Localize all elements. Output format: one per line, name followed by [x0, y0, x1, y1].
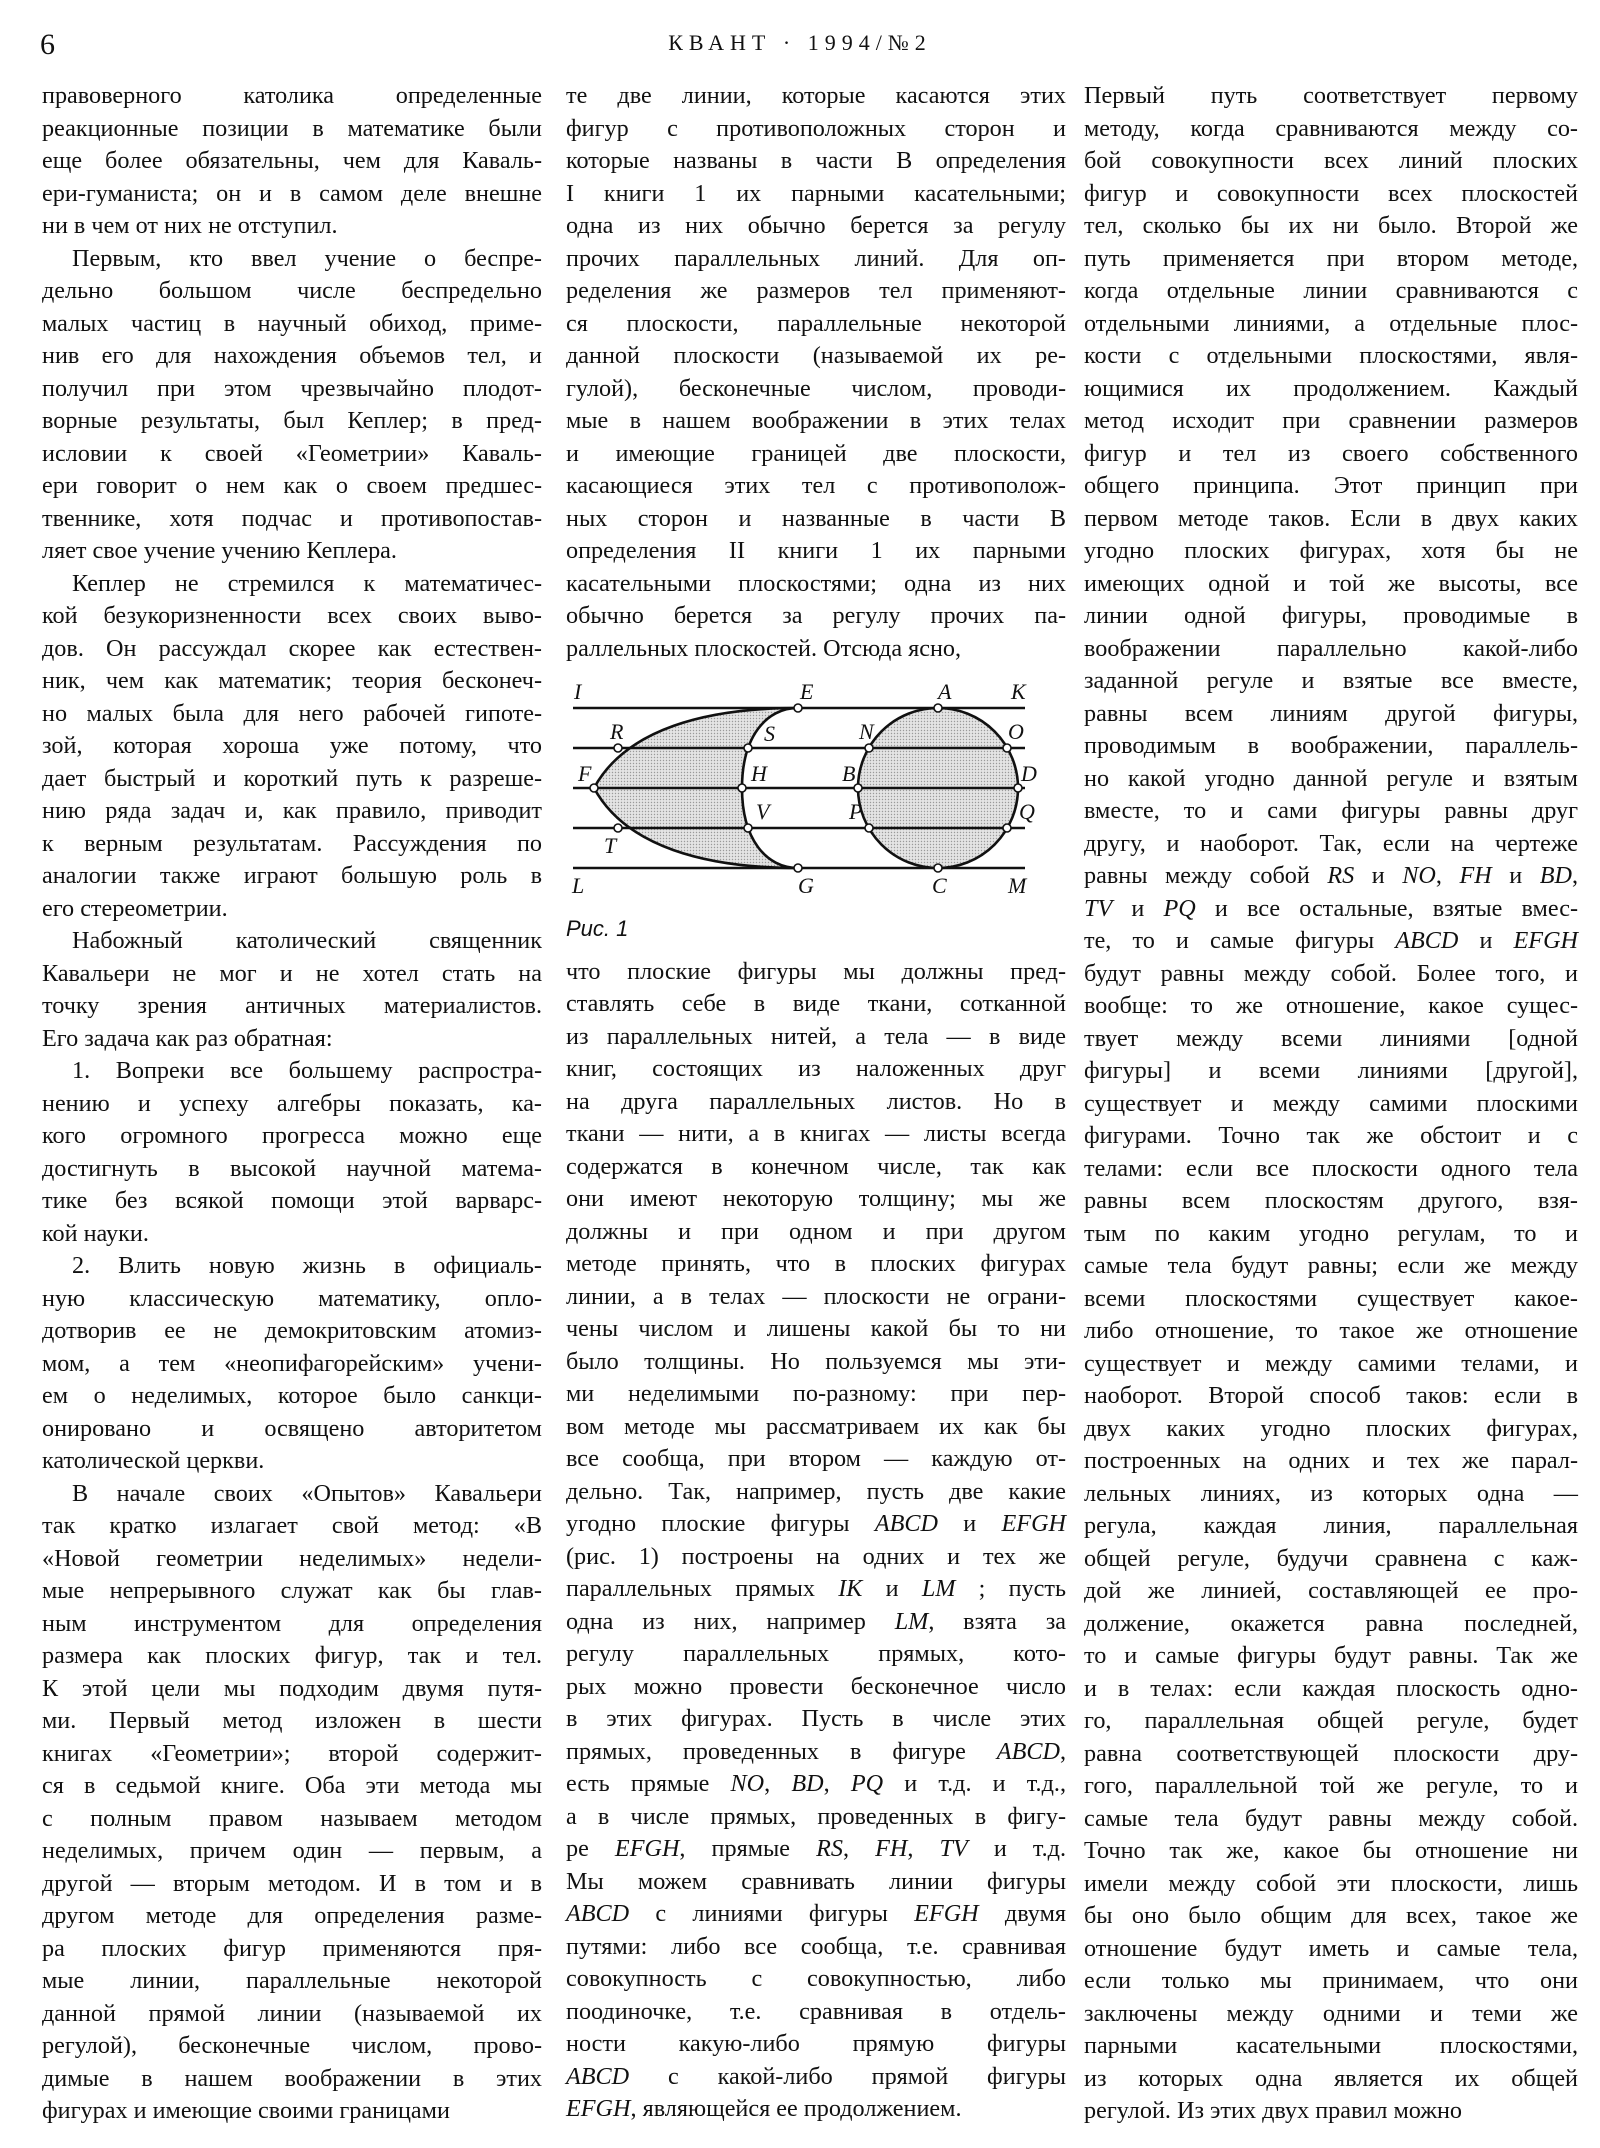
label-f: F — [578, 761, 592, 786]
text-line: регула, каждая линия, параллельная — [1084, 1512, 1578, 1539]
label-l: L — [572, 873, 585, 898]
text-line: I книги 1 их парными касательными; — [566, 179, 1066, 207]
text-line: К этой цели мы подходим двумя путя- — [42, 1674, 542, 1702]
text-line: размера как плоских фигур, так и тел. — [42, 1642, 542, 1669]
text-line: то и самые фигуры будут равны. Так же — [1084, 1642, 1578, 1669]
text-line: ных сторон и названные в части В — [566, 504, 1066, 532]
text-line: 2. Влить новую жизнь в официаль- — [72, 1252, 542, 1279]
text-line: с полным правом называем методом — [42, 1804, 542, 1832]
label-c: C — [932, 873, 947, 898]
text-line: нию ряда задач и, как правило, приводит — [42, 797, 542, 824]
text-line: исловии к своей «Геометрии» Каваль- — [42, 439, 542, 467]
text-line: гого, параллельной той же регуле, то и — [1084, 1772, 1578, 1799]
text-line: угодно плоских фигурах, хотя бы не — [1084, 537, 1578, 564]
point-o — [1003, 744, 1011, 752]
label-a: A — [938, 679, 952, 704]
label-r: R — [610, 719, 624, 744]
figure-1-diagram — [566, 669, 1066, 909]
text-line: есть прямые NO, BD, PQ и т.д. и т.д., — [566, 1770, 1067, 1797]
text-line: Его задача как раз обратная: — [42, 1024, 333, 1052]
text-line: димые в нашем воображении в этих — [42, 2064, 542, 2092]
text-line: ворные результаты, был Кеплер; в пред- — [42, 407, 542, 434]
text-line: еще более обязательны, чем для Каваль- — [42, 147, 542, 174]
page-number: 6 — [40, 28, 55, 61]
text-line: двух каких угодно плоских фигурах, — [1084, 1414, 1578, 1442]
text-line: фигур и тел из своего собственного — [1084, 439, 1578, 467]
text-line: неделимых, причем один — первым, а — [42, 1837, 542, 1864]
point-a — [934, 704, 942, 712]
text-line: одна из них обычно берется за регулу — [566, 212, 1066, 239]
point-h — [738, 784, 746, 792]
text-line: тым по каким угодно регулам, то и — [1084, 1219, 1578, 1247]
text-line: построенных на одних и тех же парал- — [1084, 1447, 1578, 1474]
text-line: го, параллельная общей регуле, будет — [1084, 1707, 1578, 1734]
text-line: ставлять себе в виде ткани, сотканной — [566, 990, 1066, 1017]
text-line: регулу параллельных прямых, кото- — [566, 1640, 1066, 1667]
text-line: бы оно было общим для всех, такое же — [1084, 1902, 1578, 1929]
label-t: T — [604, 833, 617, 858]
text-line: равна соответствующей плоскости дру- — [1084, 1739, 1578, 1767]
text-line: ределения же размеров тел применяют- — [566, 277, 1066, 304]
text-line: в этих фигурах. Пусть в числе этих — [566, 1705, 1066, 1732]
text-line: кого огромного прогресса можно еще — [42, 1122, 542, 1149]
text-line: отдельными линиями, а отдельные плос- — [1084, 309, 1578, 337]
figure-1 — [566, 669, 1066, 909]
text-line: так кратко излагает свой метод: «В — [42, 1512, 542, 1539]
text-line: раллельных плоскостей. Отсюда ясно, — [566, 634, 962, 662]
text-line: те, то и самые фигуры ABCD и EFGH — [1084, 927, 1578, 954]
point-s — [744, 744, 752, 752]
text-line: В начале своих «Опытов» Кавальери — [72, 1479, 542, 1507]
text-line: всеми плоскостями существует какое- — [1084, 1284, 1578, 1312]
text-line: кости с отдельными плоскостями, явля- — [1084, 342, 1578, 369]
text-line: равны между собой RS и NO, FH и BD, — [1084, 862, 1579, 889]
text-line: вместе, то и сами фигуры равны друг — [1084, 797, 1578, 824]
text-line: совокупность с совокупностью, либо — [566, 1965, 1066, 1992]
text-line: все сообща, при втором — каждую от- — [566, 1445, 1066, 1472]
paragraph — [42, 1250, 542, 1478]
text-line: малых частиц в научный обиход, приме- — [42, 309, 542, 337]
text-line: имеющих одной и той же высоты, все — [1084, 569, 1578, 597]
text-line: аналогии также играют большую роль в — [42, 862, 542, 889]
text-line: книг, состоящих из наложенных друг — [566, 1055, 1066, 1082]
paragraph — [42, 243, 542, 568]
text-line: наоборот. Второй способ таков: если в — [1084, 1382, 1578, 1409]
text-line: мом, а тем «неопифагорейским» учени- — [42, 1349, 542, 1377]
text-line: бой совокупности всех линий плоских — [1084, 147, 1578, 174]
text-line: реакционные позиции в математике были — [42, 114, 542, 142]
text-line: методе принять, что в плоских фигурах — [566, 1250, 1066, 1277]
text-line: его стереометрии. — [42, 894, 228, 922]
text-line: имели между собой эти плоскости, лишь — [1084, 1869, 1578, 1897]
text-line: Кавальери не мог и не хотел стать на — [42, 959, 542, 987]
text-line: они имеют некоторую толщину; мы же — [566, 1185, 1066, 1212]
text-line: 1. Вопреки все большему распростра- — [72, 1057, 542, 1084]
text-line: Точно так же, какое бы отношение ни — [1084, 1837, 1578, 1864]
text-line: линии одной фигуры, проводимые в — [1084, 602, 1578, 629]
text-line: онировано и освящено авторитетом — [42, 1414, 542, 1442]
text-line: обычно берется за регулу прочих па- — [566, 602, 1066, 629]
text-line: ми. Первый метод изложен в шести — [42, 1707, 542, 1734]
text-line: фигур и совокупности всех плоскостей — [1084, 179, 1578, 207]
text-line: TV и PQ и все остальные, взятые вмес- — [1084, 894, 1578, 922]
text-line: из которых одна является их общей — [1084, 2064, 1578, 2092]
text-line: содержатся в конечном числе, так как — [566, 1152, 1066, 1180]
text-line: но какой угодно данной регуле и взятым — [1084, 764, 1578, 792]
text-line: Первый путь соответствует первому — [1084, 82, 1578, 109]
text-line: ную классическую математику, опло- — [42, 1284, 542, 1312]
text-line: на друга параллельных листов. Но в — [566, 1087, 1066, 1115]
text-line: касающиеся этих тел с противополож- — [566, 472, 1066, 499]
text-line: ABCD с линиями фигуры EFGH двумя — [566, 1900, 1066, 1927]
point-q — [1003, 824, 1011, 832]
text-line: ми неделимыми по-разному: при пер- — [566, 1380, 1066, 1407]
text-line: ным инструментом для определения — [42, 1609, 542, 1637]
text-line: проводимым в воображении, параллель- — [1084, 732, 1578, 759]
text-line: ни в чем от них не отступил. — [42, 212, 338, 239]
point-n — [865, 744, 873, 752]
text-line: те две линии, которые касаются этих — [566, 82, 1066, 109]
text-line: ери говорит о нем как о своем предшес- — [42, 472, 542, 499]
text-line: угодно плоские фигуры ABCD и EFGH — [566, 1510, 1066, 1537]
text-line: ся плоскости, параллельные некоторой — [566, 309, 1066, 337]
text-line: католической церкви. — [42, 1447, 265, 1474]
label-m: M — [1008, 873, 1027, 898]
text-line: когда отдельные линии сравниваются с — [1084, 277, 1578, 304]
text-line: ляет свое учение учению Кеплера. — [42, 537, 397, 564]
label-d: D — [1021, 761, 1037, 786]
text-line: а в числе прямых, проведенных в фигу- — [566, 1802, 1066, 1830]
text-line: методу, когда сравниваются между со- — [1084, 114, 1578, 142]
point-g — [794, 864, 802, 872]
text-line: лельных линиях, из которых одна — — [1084, 1479, 1578, 1507]
text-line: одна из них, например LM, взята за — [566, 1607, 1067, 1635]
text-line: мые линии, параллельные некоторой — [42, 1967, 542, 1994]
point-r — [614, 744, 622, 752]
point-e — [794, 704, 802, 712]
text-line: фигурах и имеющие своими границами — [42, 2097, 450, 2124]
column-3 — [1084, 80, 1578, 2128]
paragraph — [42, 925, 542, 1055]
text-line: данной прямой линии (называемой их — [42, 1999, 542, 2027]
text-line: поодиночке, т.е. сравнивая в отдель- — [566, 1997, 1066, 2025]
text-line: определения II книги 1 их парными — [566, 537, 1066, 564]
text-line: либо отношение, то такое же отношение — [1084, 1317, 1578, 1344]
paragraph — [42, 1478, 542, 2128]
text-line: другой — вторым методом. И в том и в — [42, 1869, 542, 1897]
text-line: прочих параллельных линий. Для оп- — [566, 244, 1066, 272]
paragraph — [42, 568, 542, 926]
text-line: твеннике, хотя подчас и противопостав- — [42, 504, 542, 532]
text-line: общего принципа. Этот принцип при — [1084, 472, 1578, 499]
text-line: правоверного католика определенные — [42, 82, 542, 109]
text-line: вом методе мы рассматриваем их как бы — [566, 1412, 1066, 1440]
text-line: существует и между самими плоскими — [1084, 1089, 1578, 1117]
text-line: заключены между одними и теми же — [1084, 1999, 1578, 2027]
column-2-top-text — [566, 80, 1066, 665]
text-line: прямых, проведенных в фигуре ABCD, — [566, 1737, 1066, 1765]
figure-caption: Рис. 1 — [566, 916, 629, 941]
text-line: ся в седьмой книге. Оба эти метода мы — [42, 1772, 542, 1799]
text-line: воображении параллельно какой-либо — [1084, 634, 1578, 662]
text-line: нению и успеху алгебры показать, ка- — [42, 1089, 542, 1117]
label-p: P — [849, 799, 863, 824]
text-line: фигуры] и всеми линиями [другой], — [1084, 1057, 1578, 1084]
text-line: дает быстрый и короткий путь к разреше- — [42, 764, 542, 792]
text-line: существует и между самими телами, и — [1084, 1349, 1578, 1377]
text-line: твует между всеми линиями [одной — [1084, 1024, 1578, 1052]
text-line: к верным результатам. Рассуждения по — [42, 829, 542, 857]
point-p — [865, 824, 873, 832]
text-line: будут равны между собой. Более того, и — [1084, 959, 1578, 987]
text-line: было толщины. Но пользуемся мы эти- — [566, 1347, 1066, 1375]
label-o: O — [1008, 719, 1024, 744]
text-line: рых можно провести бесконечное число — [566, 1672, 1066, 1700]
text-line: регулой), бесконечные числом, прово- — [42, 2032, 542, 2059]
text-line: заданной регуле и взятые все вместе, — [1084, 667, 1578, 694]
text-line: ющимися их продолжением. Каждый — [1084, 374, 1578, 402]
text-line: путь применяется при втором методе, — [1084, 244, 1578, 272]
text-line: касательными плоскостями; одна из них — [566, 569, 1066, 597]
label-v: V — [756, 799, 770, 824]
text-line: вообще: то же отношение, какое сущес- — [1084, 992, 1578, 1019]
text-line: тике без всякой помощи этой варварс- — [42, 1187, 542, 1214]
text-line: EFGH, являющейся ее продолжением. — [566, 2095, 962, 2122]
text-line: равны всем плоскостям другого, взя- — [1084, 1187, 1578, 1214]
text-line: но малых была для него рабочей гипоте- — [42, 699, 542, 727]
label-b: B — [842, 761, 856, 786]
text-line: ник, чем как математик; теория бесконеч- — [42, 667, 542, 694]
text-line: книгах «Геометрии»; второй содержит- — [42, 1739, 542, 1767]
text-line: зой, которая хороша уже потому, что — [42, 732, 542, 759]
column-2-bottom-text — [566, 956, 1066, 2126]
text-line: если только мы принимаем, что они — [1084, 1967, 1578, 1994]
text-line: параллельных прямых IK и LM ; пусть — [566, 1575, 1066, 1602]
point-c — [934, 864, 942, 872]
text-line: мые в нашем воображении в этих телах — [566, 407, 1066, 434]
text-line: мые непрерывного служат как бы глав- — [42, 1577, 542, 1604]
text-line: Кеплер не стремился к математичес- — [72, 569, 542, 597]
text-line: должны и при одном и при другом — [566, 1217, 1066, 1245]
text-line: ра плоских фигур применяются пря- — [42, 1934, 542, 1962]
label-g: G — [798, 873, 814, 898]
text-line: ABCD с какой-либо прямой фигуры — [566, 2062, 1066, 2090]
text-line: первом методе таков. Если в двух каких — [1084, 504, 1578, 532]
text-line: Мы можем сравнивать линии фигуры — [566, 1867, 1066, 1895]
text-line: ности какую-либо прямую фигуры — [566, 2030, 1066, 2057]
column-1 — [42, 80, 542, 2128]
text-line: метод исходит при сравнении размеров — [1084, 407, 1578, 434]
text-line: и имеющие границей две плоскости, — [566, 439, 1066, 467]
text-line: гулой), бесконечные числом, проводи- — [566, 374, 1066, 402]
running-head: КВАНТ · 1994/№2 — [668, 30, 932, 55]
text-line: фигур с противоположных сторон и — [566, 114, 1066, 142]
column-2 — [566, 80, 1066, 2126]
text-line: что плоские фигуры мы должны пред- — [566, 957, 1066, 985]
paragraph — [42, 1055, 542, 1250]
text-line: дов. Он рассуждал скорее как естествен- — [42, 634, 542, 662]
text-line: другу, и наоборот. Так, если на чертеже — [1084, 829, 1578, 857]
text-line: ери-гуманиста; он и в самом деле внешне — [42, 179, 542, 207]
point-t — [614, 824, 622, 832]
paragraph — [42, 80, 542, 243]
text-line: достигнуть в высокой научной матема- — [42, 1154, 542, 1182]
point-v — [744, 824, 752, 832]
label-e: E — [800, 679, 814, 704]
text-line: фигурами. Точно так же обстоит и с — [1084, 1122, 1578, 1149]
text-line: кой науки. — [42, 1219, 149, 1247]
text-line: (рис. 1) построены на одних и тех же — [566, 1542, 1066, 1570]
text-line: из параллельных нитей, а тела — в виде — [566, 1022, 1066, 1050]
text-line: дотворив ее не демокритовским атомиз- — [42, 1317, 542, 1344]
text-line: равны всем линиям другой фигуры, — [1084, 699, 1578, 727]
text-line: «Новой геометрии неделимых» недели- — [42, 1544, 542, 1572]
text-line: путями: либо все сообща, т.е. сравнивая — [566, 1932, 1066, 1960]
text-line: ре EFGH, прямые RS, FH, TV и т.д. — [566, 1835, 1066, 1862]
text-line: телами: если все плоскости одного тела — [1084, 1154, 1578, 1182]
label-h: H — [751, 761, 767, 786]
text-line: самые тела будут равны между собой. — [1084, 1804, 1578, 1832]
text-line: общей регуле, будучи сравнена с каж- — [1084, 1544, 1578, 1572]
text-line: дельно большом числе беспредельно — [42, 277, 542, 304]
text-line: нив его для нахождения объемов тел, и — [42, 342, 542, 369]
label-k: K — [1011, 679, 1026, 704]
text-line: дой же линией, составляющей ее про- — [1084, 1577, 1578, 1604]
label-n: N — [859, 719, 874, 744]
text-line: точку зрения античных материалистов. — [42, 992, 542, 1019]
text-line: данной плоскости (называемой их ре- — [566, 342, 1066, 369]
text-line: самые тела будут равны; если же между — [1084, 1252, 1578, 1279]
text-line: дельно. Так, например, пусть две какие — [566, 1477, 1066, 1505]
text-line: парными касательными плоскостями, — [1084, 2032, 1578, 2059]
text-line: регулой. Из этих двух правил можно — [1084, 2097, 1463, 2124]
text-line: ем о неделимых, которое было санкци- — [42, 1382, 542, 1409]
text-line: и в телах: если каждая плоскость одно- — [1084, 1674, 1578, 1702]
text-line: тел, сколько бы их ни было. Второй же — [1084, 212, 1578, 239]
label-q: Q — [1019, 799, 1035, 824]
text-line: чены числом и лишены какой бы то ни — [566, 1315, 1066, 1342]
text-line: Набожный католический священник — [72, 927, 542, 954]
text-line: которые названы в части В определения — [566, 147, 1066, 174]
text-line: получил при этом чрезвычайно плодот- — [42, 374, 542, 402]
text-line: должение, окажется равна последней, — [1084, 1609, 1578, 1637]
text-line: Первым, кто ввел учение о беспре- — [72, 244, 542, 272]
text-line: отношение будут иметь и самые тела, — [1084, 1934, 1578, 1962]
label-s: S — [764, 721, 775, 746]
text-line: другом методе для определения разме- — [42, 1902, 542, 1929]
label-i: I — [574, 679, 582, 704]
text-line: линии, а в телах — плоскости не ограни- — [566, 1282, 1066, 1310]
text-line: ткани — нити, а в книгах — листы всегда — [566, 1120, 1066, 1147]
text-line: кой безукоризненности всех своих выво- — [42, 602, 542, 629]
